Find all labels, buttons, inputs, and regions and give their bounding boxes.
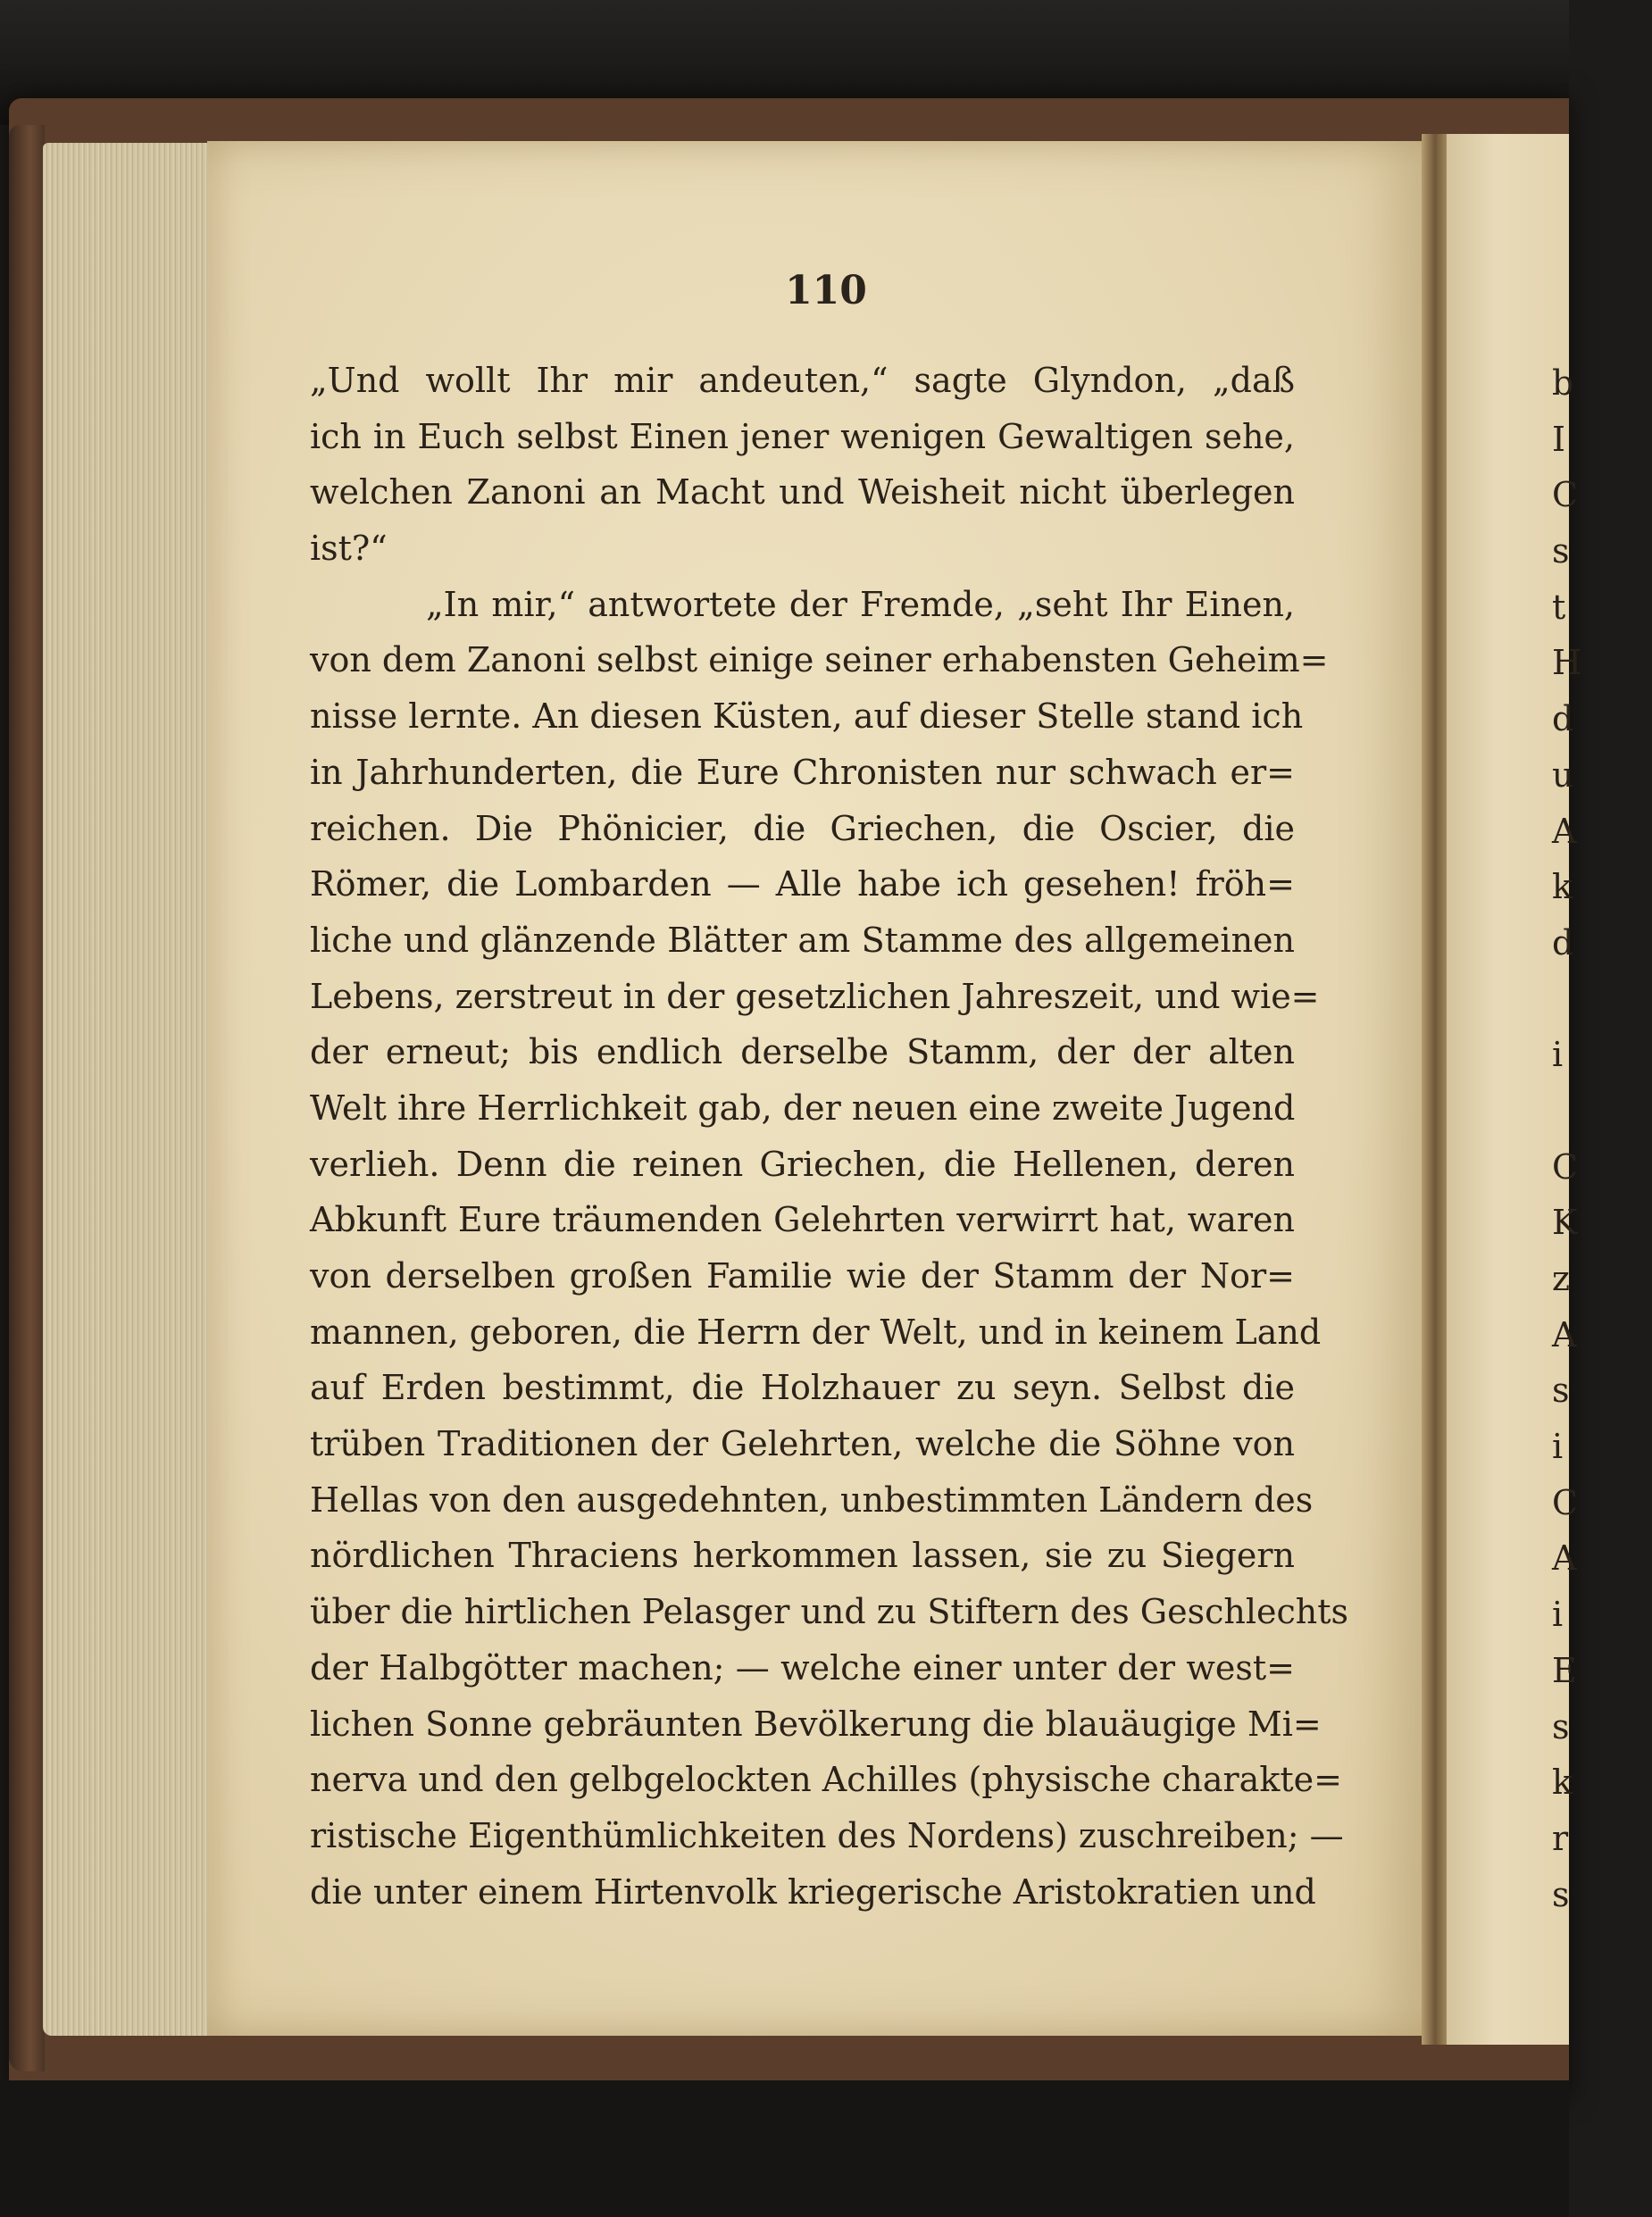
right-page-fragment: d xyxy=(1552,922,1574,963)
text-line: „In mir,“ antwortete der Fremde, „seht Ihr Einen, xyxy=(426,584,1295,624)
right-page-fragment: z xyxy=(1552,1259,1571,1298)
right-page-fragment: i xyxy=(1552,1595,1564,1635)
right-page-fragment: s xyxy=(1552,1706,1570,1746)
right-page-fragment: b xyxy=(1552,363,1574,403)
right-page-fragment: C xyxy=(1552,1482,1579,1522)
right-page xyxy=(1447,134,1582,2045)
text-line: Römer, die Lombarden — Alle habe ich gesehen! fröh= xyxy=(310,864,1295,904)
text-line: der erneut; bis endlich derselbe Stamm, der der alten xyxy=(310,1032,1295,1072)
right-page-text-fragments xyxy=(1552,355,1582,1922)
right-page-fragment: s xyxy=(1552,1874,1570,1914)
right-page-fragment: i xyxy=(1552,1035,1564,1075)
text-line: ristische Eigenthümlichkeiten des Nordens) zuschreiben; — xyxy=(310,1815,1344,1855)
right-page-fragment: s xyxy=(1552,1371,1570,1411)
text-line: von derselben großen Familie wie der Stamm der Nor= xyxy=(310,1256,1295,1296)
text-line: liche und glänzende Blätter am Stamme des allgemeinen xyxy=(310,920,1295,960)
text-line: nördlichen Thraciens herkommen lassen, sie zu Siegern xyxy=(310,1536,1295,1576)
right-page-fragment: d xyxy=(1552,699,1574,739)
right-page-fragment: I xyxy=(1552,419,1566,459)
right-page-fragment: u xyxy=(1552,754,1574,795)
right-page-fragment: A xyxy=(1552,1314,1577,1354)
page-number: 110 xyxy=(785,268,867,313)
text-line: der Halbgötter machen; — welche einer unter der west= xyxy=(310,1647,1295,1688)
right-page-fragment: E xyxy=(1552,1650,1577,1690)
text-line: nisse lernte. An diesen Küsten, auf dieser Stelle stand ich xyxy=(310,696,1304,737)
right-page-fragment: t xyxy=(1552,587,1566,627)
text-line: ich in Euch selbst Einen jener wenigen Gewaltigen sehe, xyxy=(310,416,1295,456)
dark-background-bottom xyxy=(0,2080,1569,2217)
right-page-fragment: C xyxy=(1552,475,1579,515)
right-page-fragment: C xyxy=(1552,1146,1579,1187)
right-page-fragment: s xyxy=(1552,531,1570,571)
book-spine xyxy=(9,125,45,2071)
text-line: Abkunft Eure träumenden Gelehrten verwirrt hat, waren xyxy=(310,1200,1295,1240)
right-page-fragment: A xyxy=(1552,1538,1577,1579)
text-line: trüben Traditionen der Gelehrten, welche die Söhne von xyxy=(310,1424,1295,1464)
text-line: „Und wollt Ihr mir andeuten,“ sagte Glyndon, „daß xyxy=(310,361,1295,400)
text-line: Hellas von den ausgedehnten, unbestimmten Ländern des xyxy=(310,1479,1314,1520)
text-line: nerva und den gelbgelockten Achilles (physische charakte= xyxy=(310,1760,1342,1800)
right-page-fragment: r xyxy=(1552,1818,1569,1858)
right-page-fragment: K xyxy=(1552,1203,1578,1243)
right-page-fragment: A xyxy=(1552,811,1577,851)
right-page-fragment xyxy=(1552,971,1569,1028)
right-page-fragment: i xyxy=(1552,1427,1564,1467)
text-line: lichen Sonne gebräunten Bevölkerung die blauäugige Mi= xyxy=(310,1704,1322,1744)
right-page-fragment: H xyxy=(1552,643,1582,683)
text-line: in Jahrhunderten, die Eure Chronisten nur schwach er= xyxy=(310,752,1295,792)
text-line: Welt ihre Herrlichkeit gab, der neuen eine zweite Jugend xyxy=(310,1088,1296,1128)
text-line: über die hirtlichen Pelasger und zu Stiftern des Geschlechts xyxy=(310,1592,1349,1632)
page-edges xyxy=(43,143,213,2036)
right-page-fragment: k xyxy=(1552,867,1573,907)
text-line: verlieh. Denn die reinen Griechen, die Hellenen, deren xyxy=(310,1144,1295,1184)
text-line: Lebens, zerstreut in der gesetzlichen Jahreszeit, und wie= xyxy=(310,976,1320,1016)
text-line: auf Erden bestimmt, die Holzhauer zu seyn. Selbst die xyxy=(310,1368,1295,1408)
text-line: mannen, geboren, die Herrn der Welt, und in keinem Land xyxy=(310,1312,1322,1352)
text-line: welchen Zanoni an Macht und Weisheit nicht überlegen xyxy=(310,472,1295,513)
book-gutter xyxy=(1422,134,1448,2045)
text-line: die unter einem Hirtenvolk kriegerische Aristokratien und xyxy=(310,1871,1316,1912)
page-text xyxy=(310,353,1349,1920)
right-page-fragment: k xyxy=(1552,1763,1573,1803)
text-line: reichen. Die Phönicier, die Griechen, die Oscier, die xyxy=(310,808,1295,848)
text-line: ist?“ xyxy=(310,529,388,569)
text-line: von dem Zanoni selbst einige seiner erhabensten Geheim= xyxy=(310,640,1329,680)
right-page-fragment xyxy=(1552,1083,1569,1139)
